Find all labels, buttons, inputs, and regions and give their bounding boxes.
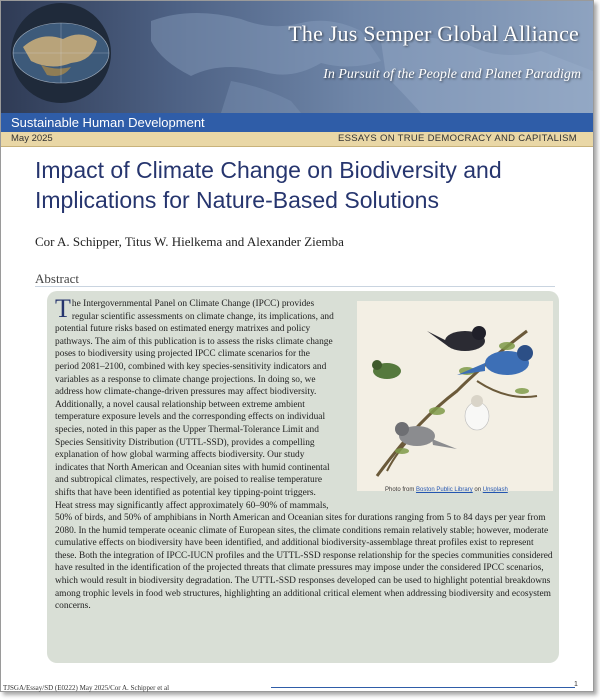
date-bar xyxy=(1,132,593,147)
section-label: Sustainable Human Development xyxy=(11,115,205,130)
page-number: 1 xyxy=(574,681,578,688)
world-map-graphic xyxy=(1,1,593,113)
abstract-divider xyxy=(35,286,555,287)
photo-source-link[interactable]: Boston Public Library xyxy=(416,487,473,493)
abstract-heading: Abstract xyxy=(35,271,80,286)
bird-illustration-image xyxy=(357,301,553,491)
footer-citation: TJSGA/Essay/SD (E0222) May 2025/Cor A. Schipper et al xyxy=(3,684,170,692)
banner-title: The Jus Semper Global Alliance xyxy=(288,21,579,46)
essay-series-tag: ESSAYS ON TRUE DEMOCRACY AND CAPITALISM xyxy=(337,133,577,144)
photo-credit-prefix: Photo from xyxy=(385,487,415,493)
header-banner xyxy=(1,1,593,113)
banner-subtitle: In Pursuit of the People and Planet Paradigm xyxy=(323,67,581,82)
article-authors: Cor A. Schipper, Titus W. Hielkema and Alexander Ziemba xyxy=(35,234,344,249)
footer-divider xyxy=(271,687,575,688)
photo-site-link[interactable]: Unsplash xyxy=(482,487,508,493)
abstract-box xyxy=(47,291,559,663)
issue-date: May 2025 xyxy=(11,133,53,144)
photo-credit xyxy=(385,487,508,493)
photo-credit-on: on xyxy=(474,487,482,493)
article-title: Impact of Climate Change on Biodiversity and Implications for Nature-Based Solutions xyxy=(35,157,502,213)
abstract-body: he Intergovernmental Panel on Climate Change (IPCC) provides regular scientific assessments on climate change, its implications, and potential future risks based on estimated energy matrixes and policy pathways. The aim of this publication is to assess the risks climate change poses to biodiversity using projected IPCC climate scenarios for the period 2081–2100, combined with key species-sensitivity indicators and variables as a response to climate change projections. In doing so, we address how climate-change-driven pressures may affect biodiversity. Additionally, a novel causal relationship between extreme ambient temperature exposure levels and the corresponding effects on individual species, noted in this paper as the Upper Thermal-Tolerance Limit and Species Sensitivity Distribution (UTTL-SSD), provides a compelling explanation of how global warming affects biodiversity. Our study indicates that North American and Oceanian sites with humid continental and subtropical climates, respectively, are poised to realise temperature shifts that have been identified as potential key tipping-point triggers. Heat stress may significantly affect approximately 60–90% of mammals, 50% of birds, and 50% of amphibians in North American and Oceanian sites for durations ranging from 5 to 84 days per year from 2080. In the humid temperate oceanic climate of European sites, the climate conditions remain relatively stable; however, moderate cumulative effects on biodiversity have been identified, and additional biodiversity-assemblage threat profiles exist to represent these. Both the integration of IPCC-IUCN profiles and the UTTL-SSD response relationship for the species communities considered have resulted in the identification of the projected threats that climate pressures may impose under the considered IPCC scenarios, which would result in biodiversity degradation. The UTTL-SSD responses developed can be used to highlight potential breakdowns among trophic levels in food web structures, highlighting an additional critical element when addressing biodiversity and ecosystem concerns. xyxy=(55,299,553,612)
section-bar xyxy=(1,113,593,132)
abstract-dropcap: T xyxy=(55,294,71,323)
